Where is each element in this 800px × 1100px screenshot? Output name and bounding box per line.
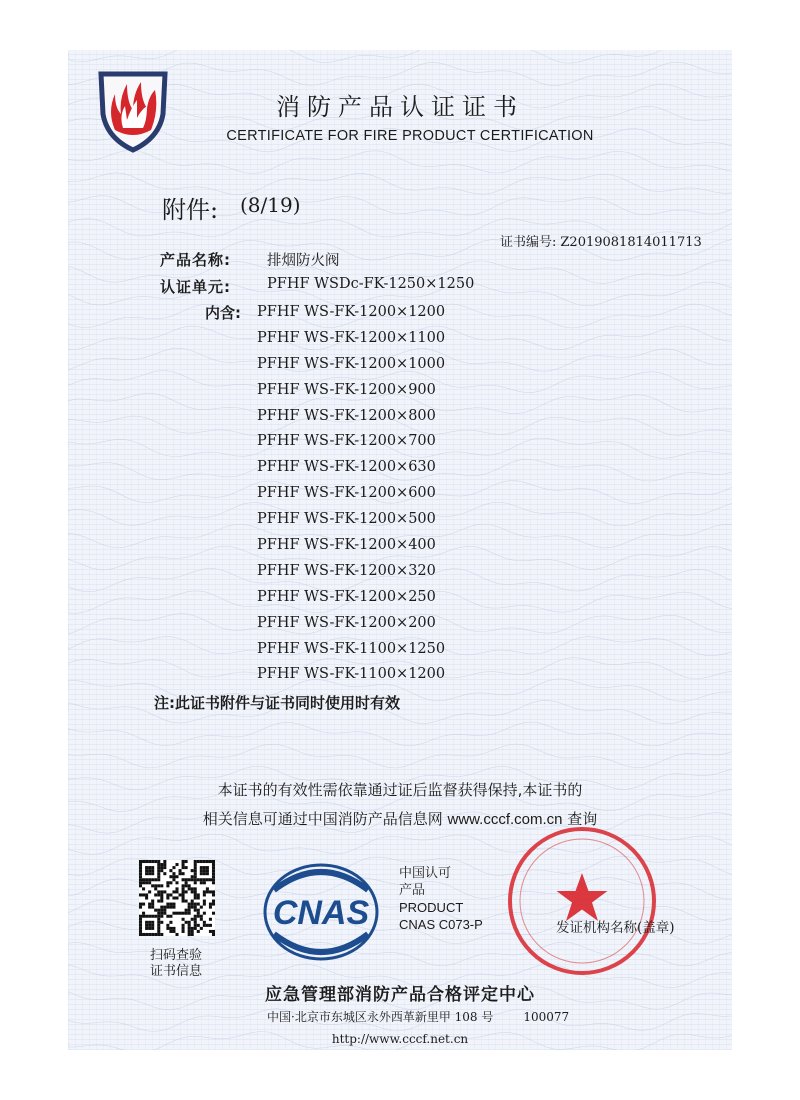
annex-label: 附件:	[162, 196, 219, 224]
certificate-number-value: Z2019081814011713	[560, 235, 702, 250]
certificate-number-label: 证书编号:	[500, 235, 557, 250]
issuer-name: 应急管理部消防产品合格评定中心	[265, 985, 535, 1005]
contains-label: 内含:	[205, 304, 241, 322]
accreditation-text	[399, 865, 483, 933]
cnas-logo-icon	[260, 860, 382, 968]
issuer-address-text: 中国·北京市东城区永外西革新里甲 108 号	[267, 1010, 494, 1024]
red-seal-stamp-icon	[504, 823, 660, 983]
list-item: PFHF WS-FK-1100×1250	[257, 640, 446, 657]
list-item: PFHF WS-FK-1200×400	[257, 537, 436, 554]
list-item: PFHF WS-FK-1200×320	[257, 562, 436, 579]
annex-number: (8/19)	[240, 193, 301, 217]
validity-note: 注:此证书附件与证书同时使用时有效	[154, 694, 401, 712]
qr-caption	[138, 948, 214, 980]
list-item: PFHF WS-FK-1200×900	[257, 381, 436, 398]
certification-unit-value: PFHF WSDc-FK-1250×1250	[267, 276, 475, 292]
list-item: PFHF WS-FK-1200×1000	[257, 355, 446, 372]
qr-caption-line2: 证书信息	[149, 964, 202, 979]
validity-statement-line1: 本证书的有效性需依靠通过证后监督获得保持,本证书的	[217, 781, 583, 799]
certificate-title-en: CERTIFICATE FOR FIRE PRODUCT CERTIFICATION	[226, 128, 594, 144]
accreditation-line1: 中国认可	[399, 866, 452, 881]
product-name-label: 产品名称:	[160, 251, 231, 269]
list-item: PFHF WS-FK-1200×200	[257, 614, 436, 631]
accreditation-line4: CNAS C073-P	[399, 917, 483, 932]
list-item: PFHF WS-FK-1100×1200	[257, 666, 446, 683]
list-item: PFHF WS-FK-1200×1100	[257, 329, 446, 346]
accreditation-line3: PRODUCT	[399, 900, 464, 915]
list-item: PFHF WS-FK-1200×700	[257, 433, 436, 450]
certification-unit-label: 认证单元:	[160, 278, 231, 296]
model-list	[257, 302, 445, 690]
issuer-website-link[interactable]: http://www.cccf.net.cn	[331, 1032, 469, 1046]
list-item: PFHF WS-FK-1200×630	[257, 459, 436, 476]
fire-emblem-icon	[93, 68, 173, 158]
validity-line2-suffix: 查询	[567, 810, 598, 828]
validity-line2-prefix: 相关信息可通过中国消防产品信息网	[202, 810, 443, 828]
accreditation-line2: 产品	[399, 883, 426, 898]
list-item: PFHF WS-FK-1200×1200	[257, 304, 446, 320]
cnas-logo-text: CNAS	[272, 894, 370, 932]
issuer-postcode: 100077	[523, 1010, 570, 1024]
certificate-sheet	[68, 50, 732, 1050]
info-website-link[interactable]: www.cccf.com.cn	[447, 811, 563, 828]
issuer-address	[267, 1008, 569, 1025]
certificate-number	[500, 231, 702, 250]
qr-caption-line1: 扫码查验	[149, 948, 202, 963]
certificate-title-cn: 消防产品认证证书	[276, 93, 524, 121]
qr-code-icon[interactable]	[139, 860, 215, 940]
list-item: PFHF WS-FK-1200×250	[257, 588, 436, 605]
list-item: PFHF WS-FK-1200×600	[257, 485, 436, 502]
product-name-value: 排烟防火阀	[267, 253, 340, 269]
list-item: PFHF WS-FK-1200×500	[257, 511, 436, 528]
issuer-seal-label: 发证机构名称(盖章)	[556, 920, 675, 936]
list-item: PFHF WS-FK-1200×800	[257, 407, 436, 424]
